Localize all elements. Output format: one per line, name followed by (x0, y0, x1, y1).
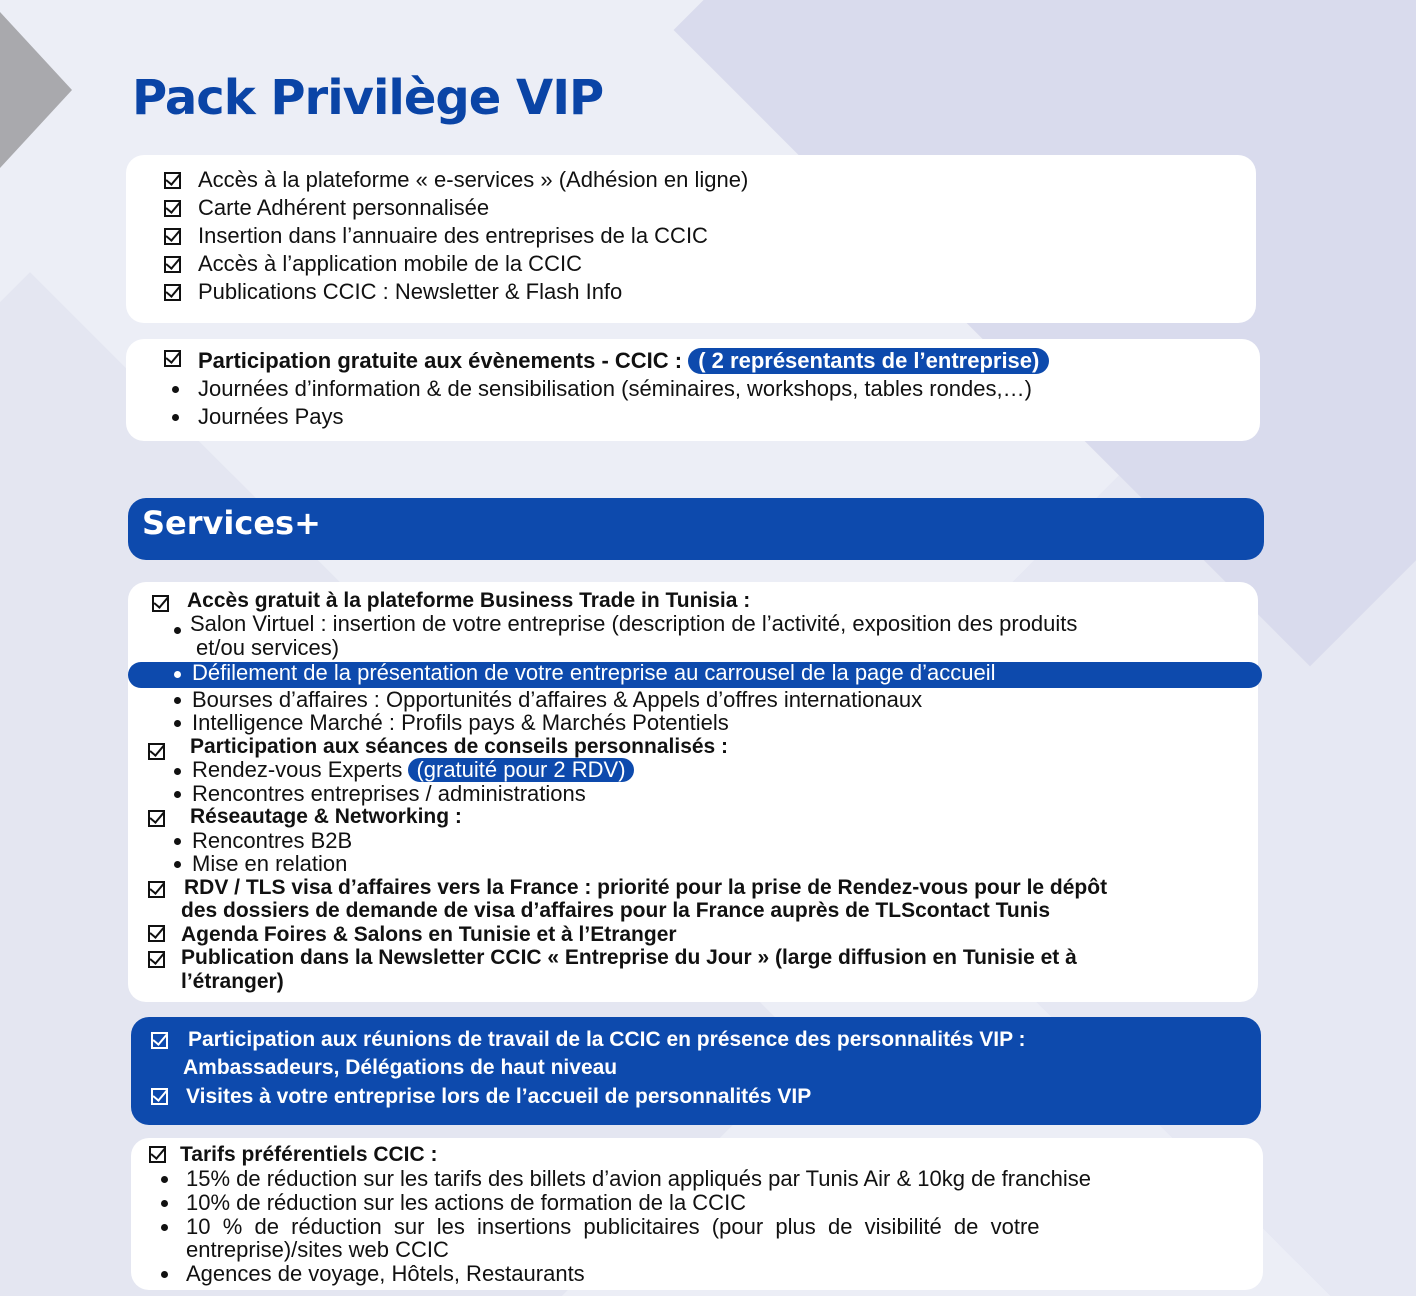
bullet-icon (174, 720, 181, 727)
list-item: Mise en relation (192, 851, 348, 876)
checkbox-icon (148, 743, 165, 760)
vip-meetings-item: Participation aux réunions de travail de la CCIC en présence des personnalités VIP : (188, 1028, 1026, 1051)
checkbox-icon (164, 256, 181, 273)
checkbox-icon (148, 810, 165, 827)
tarifs-card (131, 1138, 1263, 1290)
free-rdv-pill: (gratuité pour 2 RDV) (408, 758, 633, 782)
checkbox-icon (164, 200, 181, 217)
tarifs-heading: Tarifs préférentiels CCIC : (180, 1143, 438, 1166)
rdv-tls-item: RDV / TLS visa d’affaires vers la France : priorité pour la prise de Rendez-vous pour le dépôt (184, 876, 1108, 899)
checkbox-icon (151, 1032, 168, 1049)
bullet-icon (161, 1176, 168, 1183)
grey-triangle-decoration (0, 12, 72, 168)
list-item: Bourses d’affaires : Opportunités d’affaires & Appels d’offres internationaux (192, 687, 923, 712)
checkbox-icon (164, 350, 181, 367)
events-heading-text: Participation gratuite aux évènements - CCIC : (198, 348, 689, 373)
list-item: Journées Pays (198, 404, 344, 429)
vip-meetings-item-continuation: Ambassadeurs, Délégations de haut niveau (183, 1056, 618, 1079)
list-item: Salon Virtuel : insertion de votre entreprise (description de l’activité, exposition des produits (190, 611, 1078, 636)
highlighted-list-item: Défilement de la présentation de votre entreprise au carrousel de la page d’accueil (192, 660, 996, 685)
bullet-icon (174, 791, 181, 798)
list-item: 15% de réduction sur les tarifs des billets d’avion appliqués par Tunis Air & 10kg de franchise (186, 1166, 1091, 1191)
list-item: Carte Adhérent personnalisée (198, 195, 490, 220)
list-item: 10% de réduction sur les actions de formation de la CCIC (186, 1190, 747, 1215)
list-item (192, 757, 634, 783)
list-item: Intelligence Marché : Profils pays & Marchés Potentiels (192, 710, 729, 735)
bullet-icon (174, 671, 181, 678)
rdv-experts-text: Rendez-vous Experts (192, 757, 409, 782)
events-heading (198, 348, 1049, 374)
bullet-icon (174, 627, 181, 634)
list-item-continuation: et/ou services) (196, 635, 340, 660)
bullet-icon (174, 861, 181, 868)
agenda-item: Agenda Foires & Salons en Tunisie et à l’Etranger (181, 923, 677, 946)
page-title: Pack Privilège VIP (132, 70, 604, 126)
checkbox-icon (148, 881, 165, 898)
checkbox-icon (151, 1088, 168, 1105)
basic-services-card (126, 155, 1256, 323)
bullet-icon (161, 1271, 168, 1278)
vip-meetings-card (131, 1017, 1261, 1125)
rdv-tls-item-continuation: des dossiers de demande de visa d’affaires pour la France auprès de TLScontact Tunis (181, 899, 1051, 922)
networking-heading: Réseautage & Networking : (190, 805, 462, 828)
list-item: Accès à l’application mobile de la CCIC (198, 251, 582, 276)
vip-visits-item: Visites à votre entreprise lors de l’accueil de personnalités VIP (186, 1085, 812, 1108)
checkbox-icon (148, 925, 165, 942)
publication-item: Publication dans la Newsletter CCIC « Entreprise du Jour » (large diffusion en Tunisie et à (181, 946, 1077, 969)
list-item: Rencontres B2B (192, 828, 353, 853)
list-item: Rencontres entreprises / administrations (192, 781, 586, 806)
conseil-heading: Participation aux séances de conseils personnalisés : (190, 735, 729, 758)
checkbox-icon (164, 284, 181, 301)
events-card (126, 339, 1260, 441)
bullet-icon (174, 697, 181, 704)
checkbox-icon (164, 172, 181, 189)
bullet-icon (174, 768, 181, 775)
bullet-icon (161, 1200, 168, 1207)
btt-heading: Accès gratuit à la plateforme Business Trade in Tunisia : (187, 589, 751, 612)
bullet-icon (161, 1224, 168, 1231)
checkbox-icon (152, 595, 169, 612)
representatives-pill: ( 2 représentants de l’entreprise) (688, 348, 1049, 374)
list-item: Journées d’information & de sensibilisation (séminaires, workshops, tables rondes,…) (198, 376, 1032, 401)
services-banner (128, 498, 1264, 560)
bullet-icon (172, 386, 179, 393)
list-item-continuation: entreprise)/sites web CCIC (186, 1237, 449, 1262)
list-item: Insertion dans l’annuaire des entreprises de la CCIC (198, 223, 708, 248)
services-heading: Services+ (142, 504, 321, 542)
checkbox-icon (164, 228, 181, 245)
list-item: Agences de voyage, Hôtels, Restaurants (186, 1261, 585, 1286)
checkbox-icon (149, 1146, 166, 1163)
checkbox-icon (148, 951, 165, 968)
publication-item-continuation: l’étranger) (181, 970, 284, 993)
list-item: Publications CCIC : Newsletter & Flash Info (198, 279, 623, 304)
bullet-icon (174, 838, 181, 845)
list-item: 10 % de réduction sur les insertions publicitaires (pour plus de visibilité de votre (186, 1214, 1040, 1239)
bullet-icon (172, 414, 179, 421)
list-item: Accès à la plateforme « e-services » (Adhésion en ligne) (198, 167, 749, 192)
